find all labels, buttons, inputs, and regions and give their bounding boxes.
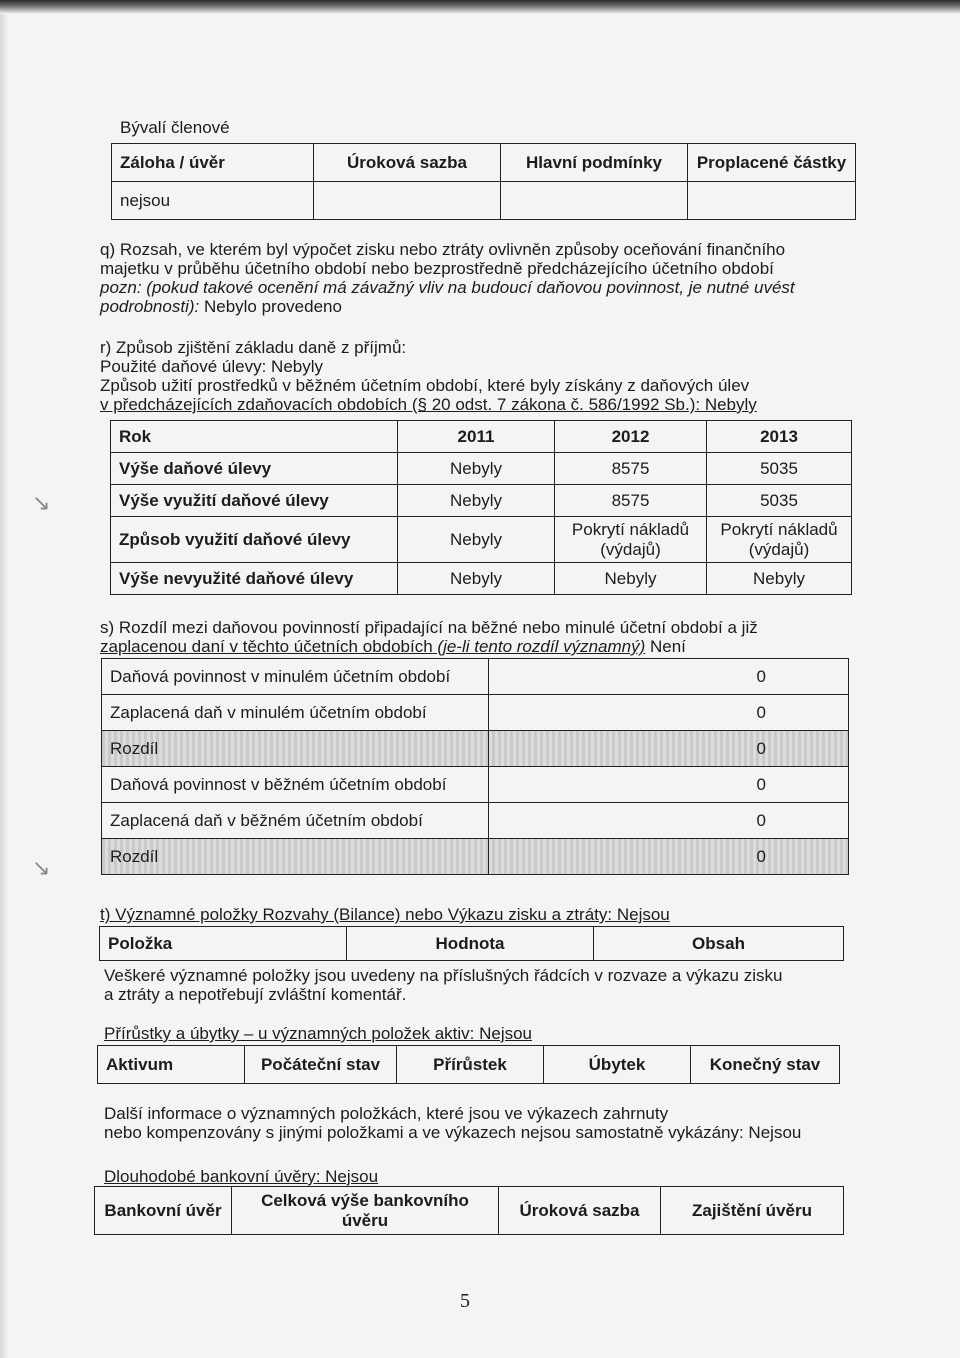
assets-changes-table [97,1045,840,1084]
table-header: Obsah [594,927,844,961]
table-cell [314,182,501,220]
scan-shadow-top [0,0,960,14]
table-header: Rok [111,421,398,453]
table-header: Záloha / úvěr [112,144,314,182]
table-cell: Nebyly [707,563,852,595]
table-header: Konečný stav [691,1046,840,1084]
table-header: Zajištění úvěru [661,1187,844,1235]
paragraph-line: podrobnosti): [100,297,200,316]
table-header: Celková výše bankovního úvěru [232,1187,499,1235]
table-header: Bankovní úvěr [95,1187,232,1235]
table-cell: Výše nevyužité daňové úlevy [111,563,398,595]
table-cell: Způsob využití daňové úlevy [111,517,398,563]
paragraph-line: s) Rozdíl mezi daňovou povinností připadající na běžné nebo minulé účetní období a již [100,618,758,637]
table-header: Úroková sazba [314,144,501,182]
assets-changes-title [104,1024,859,1043]
paragraph-line: Způsob užití prostředků v běžném účetním období, které byly získány z daňových úlev [100,376,750,395]
table-cell: 5035 [707,453,852,485]
paragraph-line: Použité daňové úlevy: Nebyly [100,357,324,376]
long-term-loans-table [94,1186,844,1235]
table-cell: Zaplacená daň v běžném účetním období [102,803,489,839]
table-header: Hodnota [347,927,594,961]
table-cell: Výše využití daňové úlevy [111,485,398,517]
paragraph-line: majetku v průběhu účetního období nebo bezprostředně předcházejícího účetního období [100,259,774,278]
table-header: 2013 [707,421,852,453]
table-cell: 8575 [555,453,707,485]
table-header: 2011 [398,421,555,453]
table-cell: 0 [489,659,849,695]
former-members-table [111,143,856,220]
paragraph-line: Veškeré významné položky jsou uvedeny na příslušných řádcích v rozvaze a výkazu zisku [104,966,783,985]
paragraph-line: v předcházejících zdaňovacích obdobích (§ 20 odst. 7 zákona č. 586/1992 Sb.): Nebyly [100,395,757,414]
paragraph-line: t) Významné položky Rozvahy (Bilance) nebo Výkazu zisku a ztráty: Nejsou [100,905,670,924]
table-cell: nejsou [112,182,314,220]
table-cell: Nebyly [398,485,555,517]
paragraph-line: q) Rozsah, ve kterém byl výpočet zisku nebo ztráty ovlivněn způsoby oceňování finančního [100,240,786,259]
scan-shadow-left [0,14,8,1358]
table-cell [688,182,856,220]
table-cell: Nebyly [398,517,555,563]
table-header: Úroková sazba [499,1187,661,1235]
table-cell: Rozdíl [102,839,489,875]
table-cell: 0 [489,767,849,803]
tax-difference-table [101,658,849,875]
paragraph-line: Další informace o významných položkách, které jsou ve výkazech zahrnuty [104,1104,669,1123]
former-members-caption: Bývalí členové [120,118,230,137]
page-number: 5 [460,1290,470,1312]
table-cell: 0 [489,731,849,767]
table-cell: Nebyly [398,453,555,485]
scan-mark: ↘ [32,855,51,880]
table-header: Přírůstek [397,1046,544,1084]
table-cell: 0 [489,839,849,875]
table-cell: 0 [489,803,849,839]
table-cell: Pokrytí nákladů (výdajů) [555,517,707,563]
paragraph-line: (je-li tento rozdíl významný) [432,637,646,656]
long-term-loans-title [104,1167,859,1186]
tax-relief-table [110,420,852,595]
paragraph-line: zaplacenou daní v těchto účetních obdobích [100,637,433,656]
table-cell: Pokrytí nákladů (výdajů) [707,517,852,563]
table-cell: Výše daňové úlevy [111,453,398,485]
paragraph-line: Není [645,637,686,656]
section-r [100,338,855,414]
table-header: Položka [100,927,347,961]
paragraph-line: Nebylo provedeno [199,297,342,316]
other-info [104,1104,859,1142]
paragraph-line: pozn: (pokud takové ocenění má závažný vliv na budoucí daňovou povinnost, je nutné uvést [100,278,795,297]
paragraph-line: Přírůstky a úbytky – u významných položek aktiv: Nejsou [104,1024,533,1043]
scan-mark: ↘ [32,490,51,515]
table-header: Počáteční stav [245,1046,397,1084]
significant-items-table [99,926,844,961]
table-header: Úbytek [544,1046,691,1084]
table-header: Aktivum [98,1046,245,1084]
table-cell: 8575 [555,485,707,517]
table-header: 2012 [555,421,707,453]
table-cell: Zaplacená daň v minulém účetním období [102,695,489,731]
section-t-title [100,905,855,924]
paragraph-line: nebo kompenzovány s jinými položkami a ve výkazech nejsou samostatně vykázány: Nejsou [104,1123,802,1142]
section-q [100,240,855,316]
table-cell [501,182,688,220]
paragraph-line: a ztráty a nepotřebují zvláštní komentář. [104,985,407,1004]
paragraph-line: r) Způsob zjištění základu daně z příjmů: [100,338,407,357]
table-header: Proplacené částky [688,144,856,182]
table-cell: 0 [489,695,849,731]
table-cell: Daňová povinnost v běžném účetním období [102,767,489,803]
table-cell: 5035 [707,485,852,517]
table-cell: Daňová povinnost v minulém účetním období [102,659,489,695]
table-cell: Nebyly [398,563,555,595]
table-header: Hlavní podmínky [501,144,688,182]
paragraph-line: Dlouhodobé bankovní úvěry: Nejsou [104,1167,379,1186]
table-cell: Nebyly [555,563,707,595]
section-s [100,618,855,656]
section-t-note [104,966,859,1004]
table-cell: Rozdíl [102,731,489,767]
